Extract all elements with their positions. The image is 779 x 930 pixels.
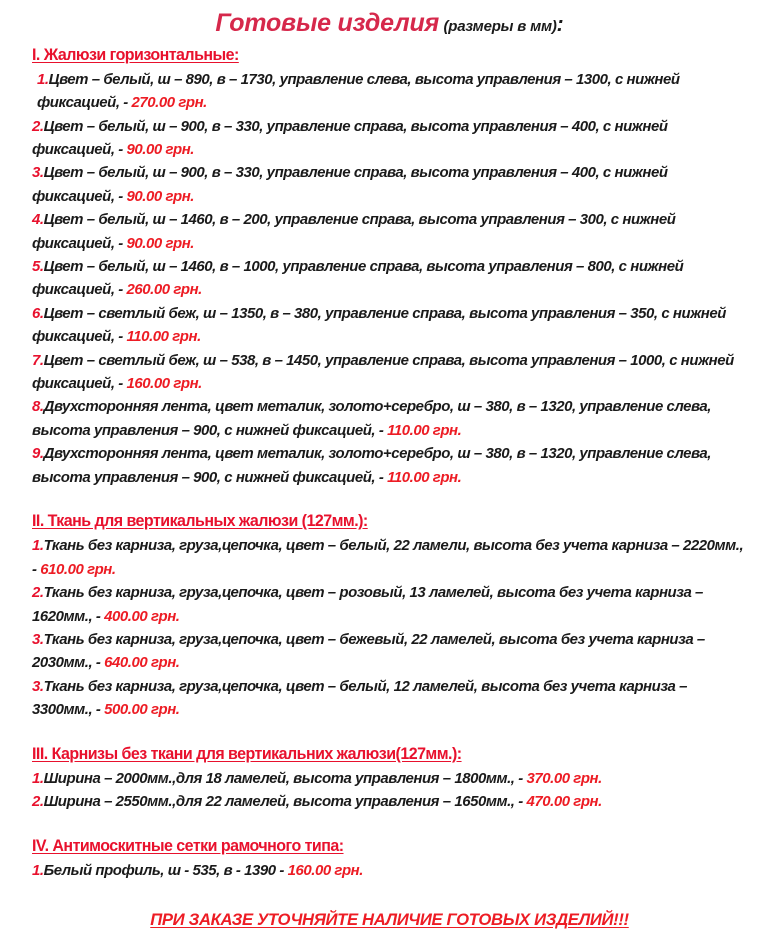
item-list <box>18 859 761 882</box>
item-description: Двухсторонняя лента, цвет металик, золото+серебро, ш – 380, в – 1320, управление слева, высота управления – 900, с нижней фиксацией, - <box>32 398 711 439</box>
sections-container <box>18 44 761 883</box>
item-number: 2. <box>32 793 44 811</box>
item-number: 3. <box>32 630 44 648</box>
item-description: Двухсторонняя лента, цвет металик, золото+серебро, ш – 380, в – 1320, управление слева, высота управления – 900, с нижней фиксацией, - <box>32 445 711 486</box>
list-item <box>32 208 750 255</box>
item-number: 4. <box>32 211 44 229</box>
item-number: 3. <box>32 677 44 695</box>
list-item <box>32 675 750 722</box>
item-number: 5. <box>32 258 44 276</box>
item-description: Ткань без карниза, груза,цепочка, цвет – белый, 22 ламели, высота без учета карниза – 2220мм., - <box>32 537 744 578</box>
page-title-subtitle: (размеры в мм) <box>443 18 557 35</box>
item-price: 370.00 грн. <box>526 769 602 787</box>
page-title-colon: : <box>556 13 564 36</box>
list-item <box>32 161 750 208</box>
section-heading: I. Жалюзи горизонтальные: <box>32 45 239 64</box>
section-spacer <box>18 489 761 510</box>
item-price: 90.00 грн. <box>126 234 195 252</box>
item-description: Цвет – белый, ш – 1460, в – 1000, управление справа, высота управления – 800, с нижней фиксацией, - <box>32 258 684 299</box>
item-price: 110.00 грн. <box>387 421 462 439</box>
list-item <box>32 534 750 581</box>
item-number: 3. <box>32 164 44 182</box>
item-list <box>18 767 761 814</box>
item-number: 1. <box>32 537 44 555</box>
item-number: 7. <box>32 351 44 369</box>
item-price: 500.00 грн. <box>104 701 180 719</box>
item-number: 1. <box>32 769 44 787</box>
item-price: 400.00 грн. <box>104 607 180 625</box>
list-item <box>32 255 750 302</box>
item-description: Ширина – 2000мм.,для 18 ламелей, высота управления – 1800мм., - <box>43 769 527 787</box>
item-number: 2. <box>32 584 44 602</box>
item-price: 610.00 грн. <box>40 560 116 578</box>
list-item <box>32 442 750 489</box>
section-heading: IV. Антимоскитные сетки рамочного типа: <box>32 836 344 855</box>
section-heading: II. Ткань для вертикальных жалюзи (127мм.): <box>32 512 368 531</box>
item-description: Цвет – белый, ш – 890, в – 1730, управление слева, высота управления – 1300, с нижней фиксацией, - <box>37 70 680 112</box>
item-list <box>18 534 761 721</box>
item-price: 90.00 грн. <box>126 187 195 205</box>
section-heading: III. Карнизы без ткани для вертикальних жалюзи(127мм.): <box>32 744 462 763</box>
item-number: 2. <box>32 117 44 135</box>
list-item <box>32 790 750 813</box>
list-item <box>32 302 750 349</box>
item-description: Ширина – 2550мм.,для 22 ламелей, высота управления – 1650мм., - <box>43 793 527 811</box>
item-number: 1. <box>32 861 44 879</box>
item-price: 270.00 грн. <box>131 94 207 112</box>
list-item <box>32 349 750 396</box>
item-number: 9. <box>32 445 44 463</box>
item-price: 470.00 грн. <box>526 793 602 811</box>
item-description: Цвет – белый, ш – 900, в – 330, управление справа, высота управления – 400, с нижней фиксацией, - <box>32 117 668 158</box>
item-description: Белый профиль, ш - 535, в - 1390 - <box>43 861 288 879</box>
item-description: Ткань без карниза, груза,цепочка, цвет – бежевый, 22 ламелей, высота без учета карниза – 2030мм., - <box>32 630 705 672</box>
item-price: 640.00 грн. <box>104 654 180 672</box>
section-spacer <box>18 722 761 743</box>
item-number: 1. <box>37 70 49 88</box>
item-description: Цвет – светлый беж, ш – 538, в – 1450, управление справа, высота управления – 1000, с нижней фиксацией, - <box>32 351 734 393</box>
item-price: 260.00 грн. <box>126 281 202 299</box>
item-description: Цвет – светлый беж, ш – 1350, в – 380, управление справа, высота управления – 350, с нижней фиксацией, - <box>32 304 726 346</box>
section <box>18 44 761 490</box>
item-description: Ткань без карниза, груза,цепочка, цвет – белый, 12 ламелей, высота без учета карниза – 3300мм., - <box>32 677 687 719</box>
item-number: 8. <box>32 398 44 416</box>
item-number: 6. <box>32 304 44 322</box>
list-item <box>32 859 750 882</box>
section <box>18 510 761 722</box>
section-spacer <box>18 814 761 835</box>
list-item <box>32 628 750 675</box>
list-item <box>32 115 750 162</box>
item-price: 90.00 грн. <box>126 140 195 158</box>
section <box>18 835 761 883</box>
item-description: Цвет – белый, ш – 1460, в – 200, управление справа, высота управления – 300, с нижней фиксацией, - <box>32 211 676 252</box>
page-title-main: Готовые изделия <box>215 9 440 37</box>
list-item <box>32 395 750 442</box>
order-notice-banner: ПРИ ЗАКАЗЕ УТОЧНЯЙТЕ НАЛИЧИЕ ГОТОВЫХ ИЗДЕЛИЙ!!! <box>150 910 629 930</box>
list-item <box>37 68 750 115</box>
list-item <box>32 581 750 628</box>
item-price: 160.00 грн. <box>126 375 202 393</box>
item-description: Ткань без карниза, груза,цепочка, цвет – розовый, 13 ламелей, высота без учета карниза – 1620мм., - <box>32 584 703 625</box>
item-price: 110.00 грн. <box>126 328 201 346</box>
page-title <box>18 10 761 38</box>
item-description: Цвет – белый, ш – 900, в – 330, управление справа, высота управления – 400, с нижней фиксацией, - <box>32 164 668 205</box>
list-item <box>32 767 750 790</box>
item-price: 110.00 грн. <box>387 468 462 486</box>
section <box>18 743 761 814</box>
item-list <box>18 68 761 489</box>
item-price: 160.00 грн. <box>287 861 363 879</box>
